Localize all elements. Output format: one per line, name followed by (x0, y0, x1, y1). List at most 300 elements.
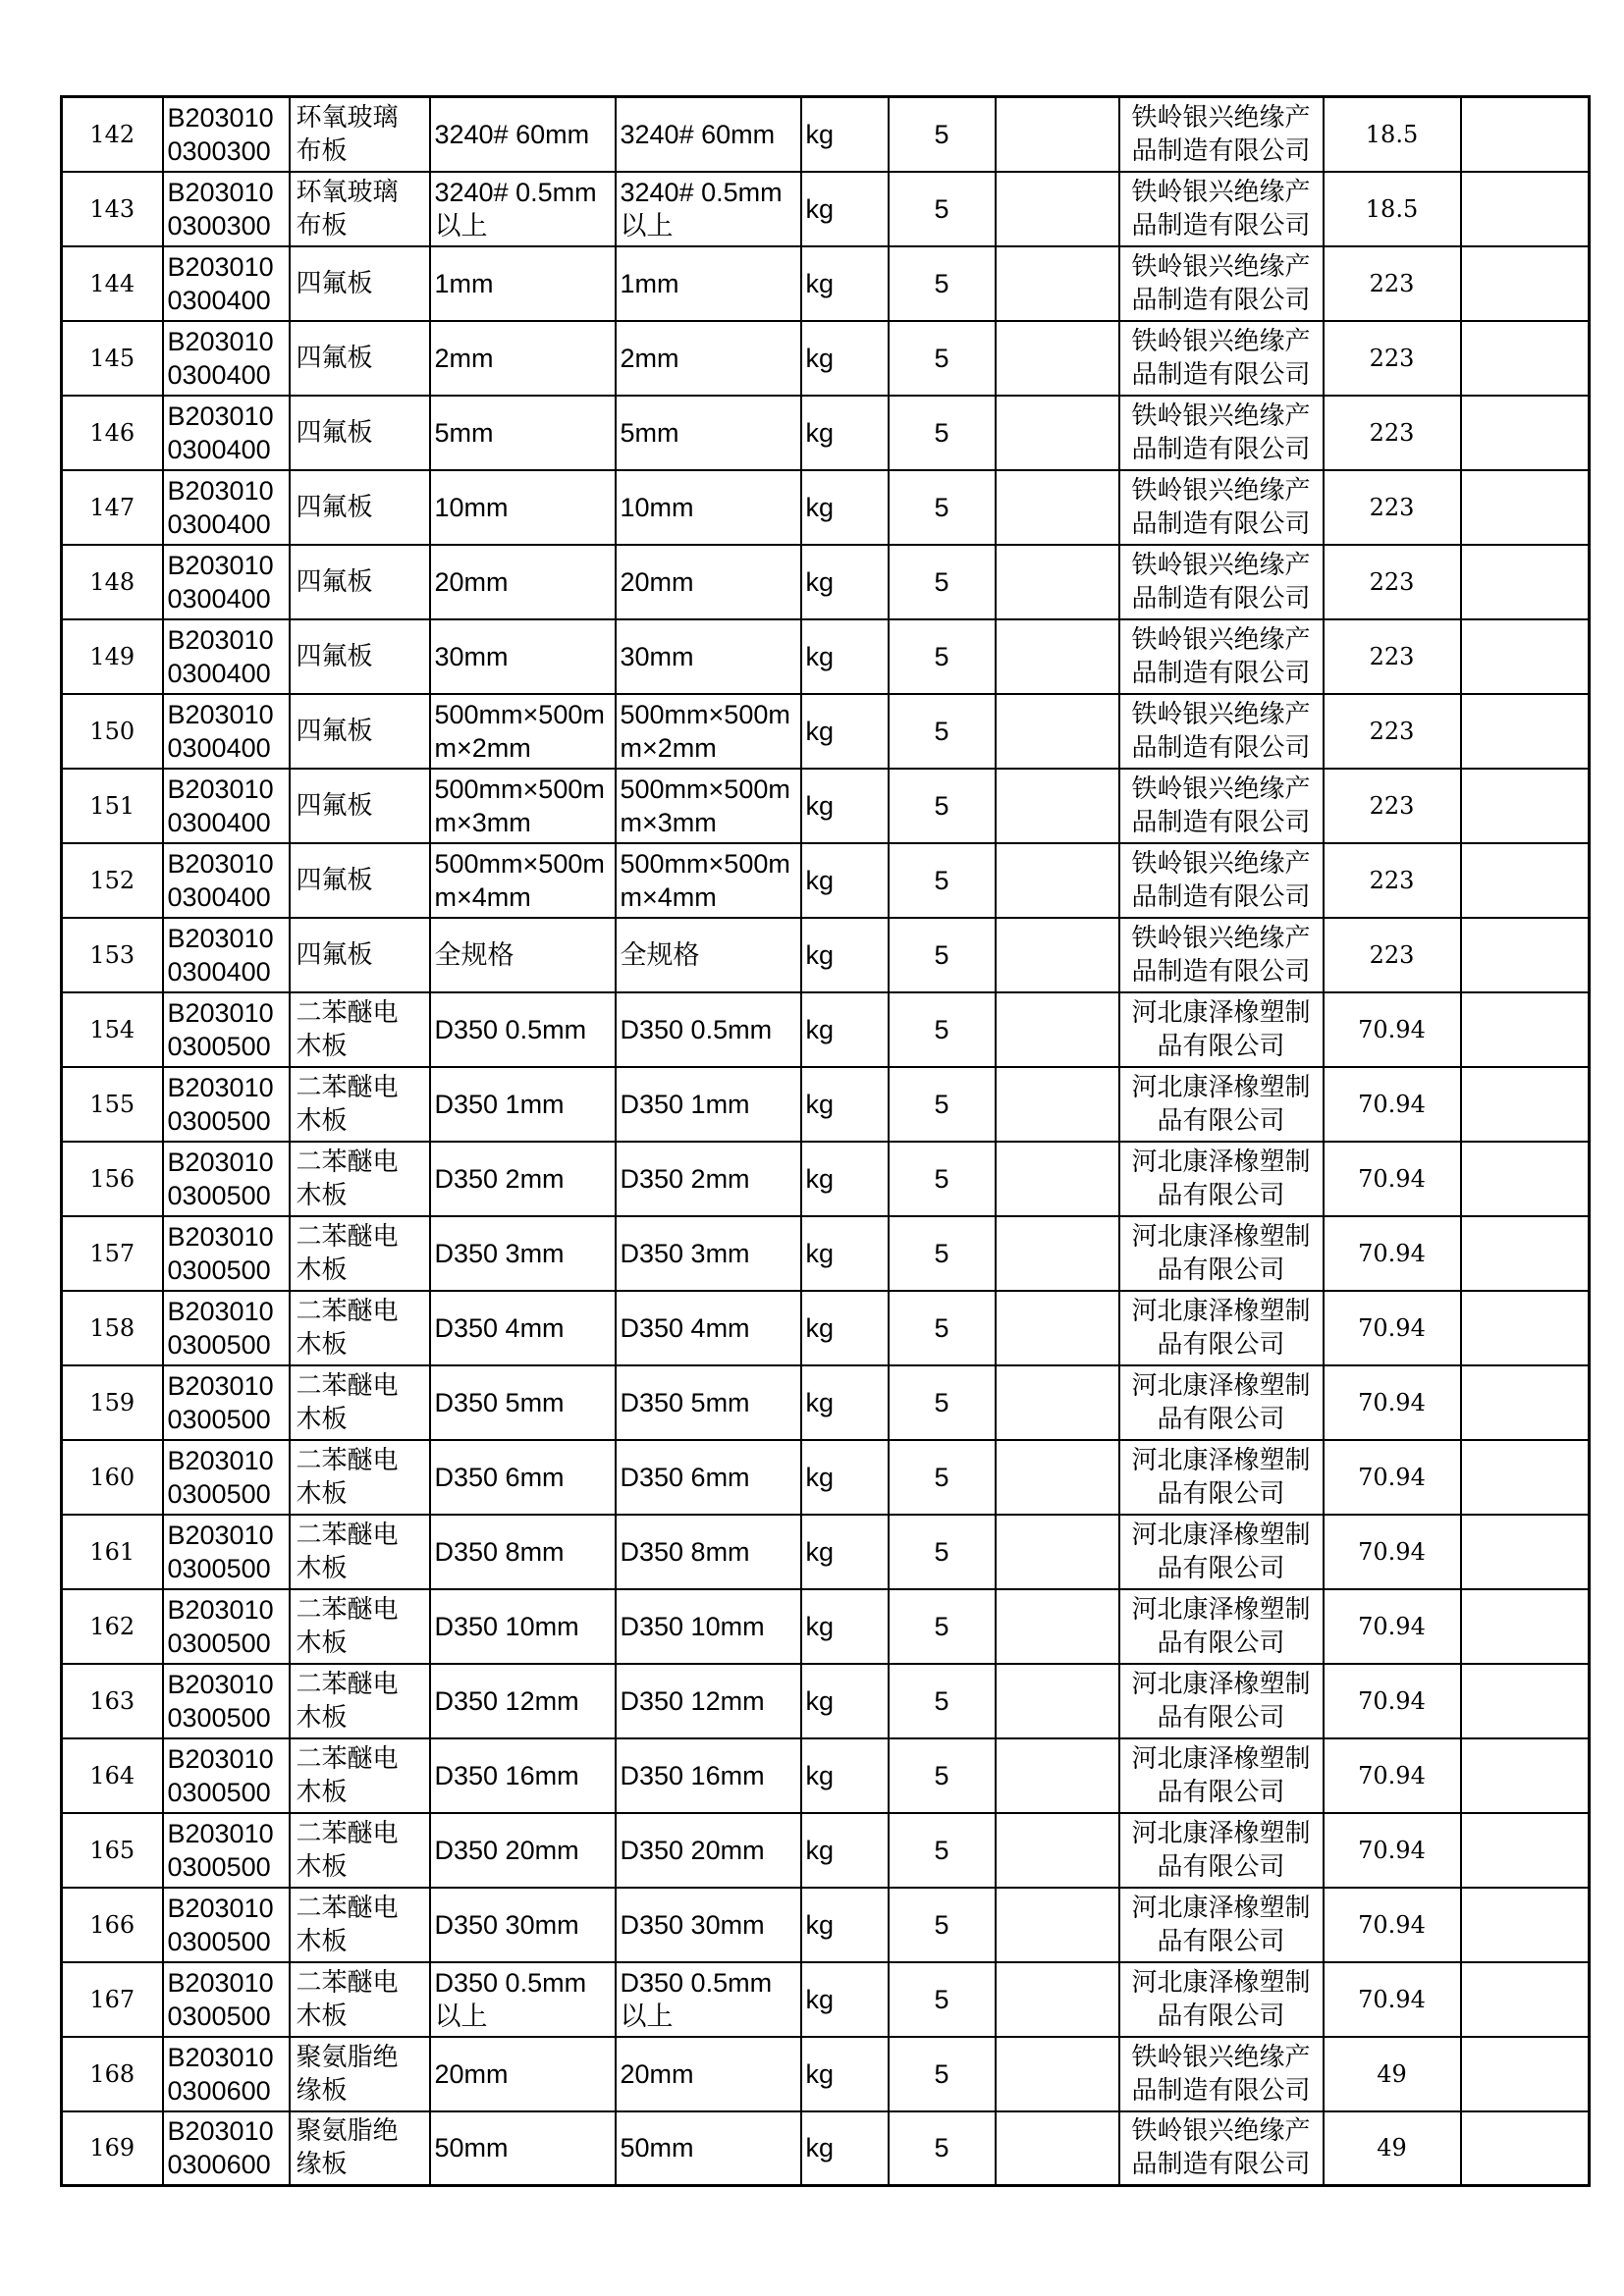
specification-line: m×3mm (434, 807, 531, 837)
model-line: 1mm (620, 268, 679, 298)
supplier-line: 品有限公司 (1157, 1926, 1285, 1956)
supplier-cell (1119, 1365, 1324, 1440)
material-code-cell (163, 1216, 290, 1291)
material-code-line: B203010 (167, 1967, 274, 1998)
supplier-line: 品制造有限公司 (1131, 658, 1311, 688)
empty-cell (996, 321, 1119, 396)
remarks-cell (1461, 396, 1590, 470)
model-cell (616, 1365, 801, 1440)
unit-cell: kg (801, 470, 889, 545)
material-name-cell (290, 769, 430, 843)
model-cell (616, 1589, 801, 1664)
model-line: D350 30mm (620, 1909, 765, 1940)
material-name-line: 二苯醚电 (296, 1743, 399, 1774)
supplier-line: 品有限公司 (1157, 1329, 1285, 1360)
table-body (62, 97, 1590, 2186)
supplier-line: 铁岭银兴绝缘产 (1131, 400, 1311, 431)
specification-line: 3240# 60mm (434, 119, 590, 149)
tax-rate-cell: 5 (889, 246, 996, 321)
material-name-line: 四氟板 (296, 790, 373, 821)
model-cell (616, 1216, 801, 1291)
supplier-cell (1119, 470, 1324, 545)
material-code-cell (163, 769, 290, 843)
model-cell (616, 97, 801, 172)
remarks-cell (1461, 2111, 1590, 2186)
supplier-line: 品制造有限公司 (1131, 210, 1311, 240)
material-name-line: 聚氨脂绝 (296, 2116, 399, 2147)
specification-cell (430, 1962, 616, 2037)
specification-line: 20mm (434, 2058, 509, 2089)
model-cell (616, 1962, 801, 2037)
material-code-line: 0300400 (167, 881, 271, 912)
table-row (62, 172, 1590, 246)
supplier-cell (1119, 545, 1324, 619)
material-name-line: 二苯醚电 (296, 1370, 399, 1401)
material-name-line: 二苯醚电 (296, 1594, 399, 1625)
table-row (62, 992, 1590, 1067)
material-code-line: B203010 (167, 848, 274, 879)
tax-rate-cell: 5 (889, 769, 996, 843)
specification-line: D350 30mm (434, 1909, 579, 1940)
empty-cell (996, 1216, 1119, 1291)
price-cell: 223 (1324, 694, 1461, 769)
material-name-line: 二苯醚电 (296, 1893, 399, 1923)
row-number-cell: 145 (62, 321, 163, 396)
unit-cell: kg (801, 2111, 889, 2186)
material-name-cell (290, 2037, 430, 2111)
supplier-cell (1119, 694, 1324, 769)
specification-line: 以上 (434, 210, 488, 240)
supplier-line: 铁岭银兴绝缘产 (1131, 2042, 1311, 2072)
empty-cell (996, 843, 1119, 918)
price-cell: 49 (1324, 2037, 1461, 2111)
remarks-cell (1461, 97, 1590, 172)
supplier-line: 品制造有限公司 (1131, 732, 1311, 763)
supplier-cell (1119, 619, 1324, 694)
remarks-cell (1461, 1142, 1590, 1216)
supplier-line: 铁岭银兴绝缘产 (1131, 624, 1311, 655)
specification-cell (430, 1142, 616, 1216)
material-code-line: 0300500 (167, 1926, 271, 1956)
price-cell: 223 (1324, 246, 1461, 321)
model-line: D350 5mm (620, 1387, 750, 1417)
table-row (62, 2111, 1590, 2186)
material-code-line: 0300500 (167, 1777, 271, 1807)
supplier-line: 品制造有限公司 (1131, 2150, 1311, 2180)
model-cell (616, 992, 801, 1067)
supplier-line: 铁岭银兴绝缘产 (1131, 475, 1311, 506)
row-number-cell: 165 (62, 1813, 163, 1888)
material-code-line: B203010 (167, 2042, 274, 2072)
material-code-line: B203010 (167, 400, 274, 431)
supplier-line: 品制造有限公司 (1131, 285, 1311, 315)
specification-cell (430, 1365, 616, 1440)
material-code-line: B203010 (167, 102, 274, 133)
price-cell: 70.94 (1324, 1813, 1461, 1888)
tax-rate-cell: 5 (889, 992, 996, 1067)
supplier-cell (1119, 1664, 1324, 1738)
supplier-line: 品制造有限公司 (1131, 359, 1311, 390)
table-row (62, 769, 1590, 843)
unit-cell: kg (801, 1813, 889, 1888)
price-cell: 70.94 (1324, 1440, 1461, 1515)
material-code-cell (163, 1589, 290, 1664)
material-name-line: 木板 (296, 1926, 348, 1956)
material-code-line: 0300300 (167, 210, 271, 240)
row-number-cell: 163 (62, 1664, 163, 1738)
specification-cell (430, 97, 616, 172)
specification-line: 30mm (434, 641, 509, 671)
specification-cell (430, 1589, 616, 1664)
supplier-line: 铁岭银兴绝缘产 (1131, 102, 1311, 133)
material-code-line: 0300500 (167, 2001, 271, 2031)
material-code-cell (163, 1142, 290, 1216)
price-cell: 223 (1324, 918, 1461, 992)
material-code-cell (163, 1738, 290, 1813)
material-code-line: 0300500 (167, 1851, 271, 1882)
tax-rate-cell: 5 (889, 1589, 996, 1664)
table-row (62, 843, 1590, 918)
material-code-line: 0300500 (167, 1628, 271, 1658)
model-line: D350 16mm (620, 1760, 765, 1790)
unit-cell: kg (801, 1589, 889, 1664)
supplier-cell (1119, 172, 1324, 246)
material-code-line: B203010 (167, 1445, 274, 1475)
row-number-cell: 160 (62, 1440, 163, 1515)
empty-cell (996, 470, 1119, 545)
material-code-line: 0300500 (167, 1553, 271, 1583)
supplier-line: 品有限公司 (1157, 1404, 1285, 1434)
price-cell: 70.94 (1324, 1962, 1461, 2037)
table-row (62, 1738, 1590, 1813)
row-number-cell: 153 (62, 918, 163, 992)
supplier-line: 品有限公司 (1157, 1105, 1285, 1136)
material-code-cell (163, 1664, 290, 1738)
material-name-line: 缘板 (296, 2150, 348, 2180)
material-code-line: 0300400 (167, 359, 271, 390)
table-row (62, 1888, 1590, 1962)
empty-cell (996, 545, 1119, 619)
material-code-line: B203010 (167, 699, 274, 729)
supplier-cell (1119, 1738, 1324, 1813)
material-code-cell (163, 321, 290, 396)
price-cell: 223 (1324, 545, 1461, 619)
material-name-line: 四氟板 (296, 865, 373, 895)
material-code-cell (163, 1067, 290, 1142)
table-row (62, 396, 1590, 470)
row-number-cell: 166 (62, 1888, 163, 1962)
material-name-line: 环氧玻璃 (296, 177, 399, 207)
specification-line: D350 3mm (434, 1238, 565, 1268)
unit-cell: kg (801, 843, 889, 918)
tax-rate-cell: 5 (889, 1067, 996, 1142)
model-cell (616, 1440, 801, 1515)
material-name-line: 木板 (296, 2001, 348, 2031)
row-number-cell: 143 (62, 172, 163, 246)
material-code-line: 0300400 (167, 658, 271, 688)
specification-line: 全规格 (434, 939, 514, 970)
remarks-cell (1461, 1962, 1590, 2037)
unit-cell: kg (801, 1365, 889, 1440)
material-name-cell (290, 1440, 430, 1515)
unit-cell: kg (801, 1142, 889, 1216)
supplier-line: 河北康泽橡塑制 (1131, 1072, 1311, 1102)
tax-rate-cell: 5 (889, 2111, 996, 2186)
unit-cell: kg (801, 1962, 889, 2037)
table-row (62, 1664, 1590, 1738)
material-name-line: 二苯醚电 (296, 1818, 399, 1848)
material-name-line: 二苯醚电 (296, 997, 399, 1028)
supplier-line: 河北康泽橡塑制 (1131, 1370, 1311, 1401)
material-name-cell (290, 1067, 430, 1142)
material-code-line: B203010 (167, 251, 274, 282)
tax-rate-cell: 5 (889, 694, 996, 769)
specification-line: 3240# 0.5mm (434, 177, 597, 207)
tax-rate-cell: 5 (889, 619, 996, 694)
tax-rate-cell: 5 (889, 470, 996, 545)
price-cell: 49 (1324, 2111, 1461, 2186)
material-name-cell (290, 1291, 430, 1365)
specification-line: D350 10mm (434, 1611, 579, 1641)
empty-cell (996, 2111, 1119, 2186)
material-name-cell (290, 1738, 430, 1813)
price-cell: 70.94 (1324, 1738, 1461, 1813)
model-line: m×3mm (620, 807, 717, 837)
remarks-cell (1461, 1440, 1590, 1515)
unit-cell: kg (801, 1515, 889, 1589)
material-name-cell (290, 1216, 430, 1291)
remarks-cell (1461, 1738, 1590, 1813)
specification-line: 10mm (434, 492, 509, 522)
material-name-cell (290, 1962, 430, 2037)
material-name-line: 布板 (296, 210, 348, 240)
empty-cell (996, 1440, 1119, 1515)
material-code-cell (163, 396, 290, 470)
specification-cell (430, 2111, 616, 2186)
unit-cell: kg (801, 619, 889, 694)
tax-rate-cell: 5 (889, 918, 996, 992)
row-number-cell: 164 (62, 1738, 163, 1813)
empty-cell (996, 1664, 1119, 1738)
supplier-cell (1119, 992, 1324, 1067)
supplier-line: 铁岭银兴绝缘产 (1131, 2116, 1311, 2147)
material-name-cell (290, 694, 430, 769)
supplier-line: 铁岭银兴绝缘产 (1131, 177, 1311, 207)
supplier-line: 品制造有限公司 (1131, 807, 1311, 837)
material-name-cell (290, 470, 430, 545)
specification-cell (430, 1888, 616, 1962)
price-cell: 70.94 (1324, 1067, 1461, 1142)
supplier-line: 品有限公司 (1157, 1851, 1285, 1882)
material-code-line: 0300500 (167, 1255, 271, 1285)
material-code-line: 0300400 (167, 732, 271, 763)
model-cell (616, 1888, 801, 1962)
supplier-line: 品制造有限公司 (1131, 881, 1311, 912)
price-cell: 223 (1324, 619, 1461, 694)
model-cell (616, 1664, 801, 1738)
supplier-cell (1119, 1589, 1324, 1664)
model-cell (616, 1142, 801, 1216)
tax-rate-cell: 5 (889, 1216, 996, 1291)
model-cell (616, 470, 801, 545)
material-name-line: 木板 (296, 1404, 348, 1434)
material-code-line: 0300500 (167, 1404, 271, 1434)
table-row (62, 246, 1590, 321)
tax-rate-cell: 5 (889, 1738, 996, 1813)
material-code-line: B203010 (167, 1370, 274, 1401)
model-cell (616, 172, 801, 246)
material-code-line: 0300400 (167, 807, 271, 837)
model-line: 50mm (620, 2133, 694, 2163)
material-code-cell (163, 619, 290, 694)
price-cell: 223 (1324, 321, 1461, 396)
supplier-line: 河北康泽橡塑制 (1131, 1594, 1311, 1625)
material-name-line: 环氧玻璃 (296, 102, 399, 133)
price-cell: 70.94 (1324, 1664, 1461, 1738)
price-cell: 70.94 (1324, 1216, 1461, 1291)
supplier-line: 品制造有限公司 (1131, 583, 1311, 614)
material-price-table (60, 95, 1591, 2187)
supplier-cell (1119, 1888, 1324, 1962)
supplier-line: 品制造有限公司 (1131, 2075, 1311, 2106)
table-row (62, 1142, 1590, 1216)
material-code-line: B203010 (167, 1221, 274, 1252)
supplier-line: 铁岭银兴绝缘产 (1131, 326, 1311, 356)
unit-cell: kg (801, 1664, 889, 1738)
price-cell: 70.94 (1324, 1365, 1461, 1440)
specification-line: m×4mm (434, 881, 531, 912)
empty-cell (996, 1365, 1119, 1440)
material-name-line: 木板 (296, 1851, 348, 1882)
supplier-cell (1119, 2037, 1324, 2111)
material-code-line: 0300400 (167, 583, 271, 614)
model-line: D350 0.5mm (620, 1967, 773, 1998)
empty-cell (996, 1291, 1119, 1365)
specification-line: m×2mm (434, 732, 531, 763)
material-name-line: 二苯醚电 (296, 1669, 399, 1699)
supplier-line: 品有限公司 (1157, 1478, 1285, 1509)
supplier-line: 河北康泽橡塑制 (1131, 997, 1311, 1028)
specification-cell (430, 992, 616, 1067)
unit-cell: kg (801, 1888, 889, 1962)
empty-cell (996, 1067, 1119, 1142)
specification-cell (430, 545, 616, 619)
tax-rate-cell: 5 (889, 2037, 996, 2111)
specification-line: 500mm×500m (434, 848, 605, 879)
material-name-cell (290, 1813, 430, 1888)
remarks-cell (1461, 1515, 1590, 1589)
material-code-line: B203010 (167, 1296, 274, 1326)
material-code-line: B203010 (167, 1818, 274, 1848)
model-cell (616, 1738, 801, 1813)
material-code-line: B203010 (167, 1743, 274, 1774)
material-code-line: 0300300 (167, 135, 271, 166)
specification-cell (430, 2037, 616, 2111)
specification-line: D350 16mm (434, 1760, 579, 1790)
tax-rate-cell: 5 (889, 1515, 996, 1589)
material-name-cell (290, 1664, 430, 1738)
tax-rate-cell: 5 (889, 1365, 996, 1440)
model-line: m×4mm (620, 881, 717, 912)
specification-cell (430, 769, 616, 843)
remarks-cell (1461, 992, 1590, 1067)
row-number-cell: 149 (62, 619, 163, 694)
price-cell: 223 (1324, 843, 1461, 918)
material-name-cell (290, 545, 430, 619)
specification-line: 500mm×500m (434, 699, 605, 729)
specification-line: D350 8mm (434, 1536, 565, 1567)
price-cell: 70.94 (1324, 1515, 1461, 1589)
material-name-line: 二苯醚电 (296, 1445, 399, 1475)
supplier-line: 品制造有限公司 (1131, 434, 1311, 464)
specification-cell (430, 172, 616, 246)
model-line: m×2mm (620, 732, 717, 763)
specification-cell (430, 1664, 616, 1738)
material-name-cell (290, 321, 430, 396)
unit-cell: kg (801, 1216, 889, 1291)
tax-rate-cell: 5 (889, 1962, 996, 2037)
row-number-cell: 152 (62, 843, 163, 918)
price-cell: 70.94 (1324, 1589, 1461, 1664)
empty-cell (996, 172, 1119, 246)
material-code-line: B203010 (167, 1669, 274, 1699)
unit-cell: kg (801, 396, 889, 470)
tax-rate-cell: 5 (889, 1440, 996, 1515)
table-row (62, 470, 1590, 545)
material-code-cell (163, 2037, 290, 2111)
specification-line: 50mm (434, 2133, 509, 2163)
material-name-cell (290, 172, 430, 246)
model-cell (616, 1291, 801, 1365)
material-code-line: B203010 (167, 2116, 274, 2147)
unit-cell: kg (801, 769, 889, 843)
remarks-cell (1461, 918, 1590, 992)
material-name-line: 二苯醚电 (296, 1520, 399, 1550)
supplier-line: 铁岭银兴绝缘产 (1131, 251, 1311, 282)
table-row (62, 2037, 1590, 2111)
unit-cell: kg (801, 97, 889, 172)
unit-cell: kg (801, 1738, 889, 1813)
supplier-cell (1119, 97, 1324, 172)
material-name-line: 缘板 (296, 2075, 348, 2106)
specification-cell (430, 918, 616, 992)
model-line: D350 10mm (620, 1611, 765, 1641)
material-code-cell (163, 1888, 290, 1962)
row-number-cell: 144 (62, 246, 163, 321)
empty-cell (996, 1962, 1119, 2037)
supplier-line: 品有限公司 (1157, 1777, 1285, 1807)
model-line: D350 4mm (620, 1312, 750, 1343)
model-cell (616, 843, 801, 918)
material-code-line: B203010 (167, 326, 274, 356)
table-row (62, 918, 1590, 992)
material-name-cell (290, 1589, 430, 1664)
material-code-cell (163, 1962, 290, 2037)
table-row (62, 1589, 1590, 1664)
material-code-line: 0300500 (167, 1105, 271, 1136)
row-number-cell: 167 (62, 1962, 163, 2037)
supplier-line: 河北康泽橡塑制 (1131, 1445, 1311, 1475)
specification-cell (430, 396, 616, 470)
supplier-line: 品制造有限公司 (1131, 135, 1311, 166)
supplier-line: 品有限公司 (1157, 2001, 1285, 2031)
remarks-cell (1461, 321, 1590, 396)
material-name-cell (290, 918, 430, 992)
tax-rate-cell: 5 (889, 1888, 996, 1962)
material-name-line: 四氟板 (296, 268, 373, 298)
supplier-cell (1119, 1216, 1324, 1291)
material-name-line: 二苯醚电 (296, 1967, 399, 1998)
